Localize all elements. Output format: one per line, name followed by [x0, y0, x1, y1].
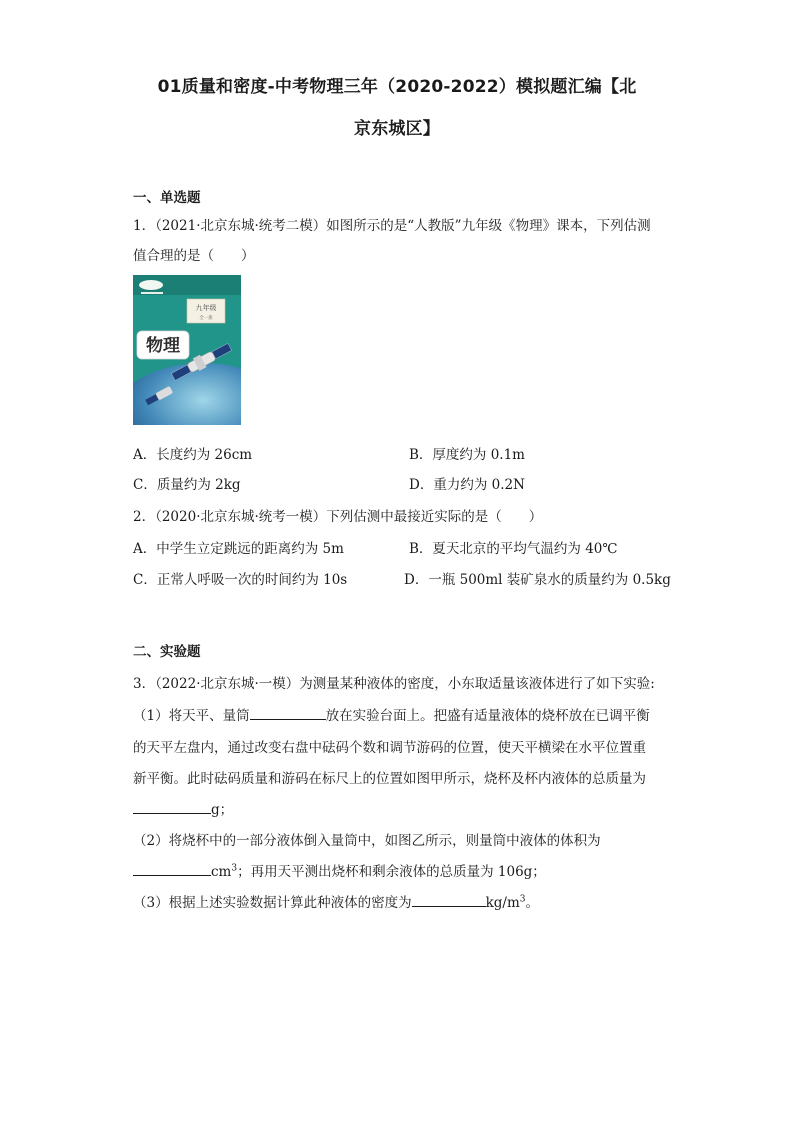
q3-part2-line-1: （2）将烧杯中的一部分液体倒入量筒中，如图乙所示，则量筒中液体的体积为	[133, 833, 601, 849]
section-heading-experiment: 二、实验题	[133, 644, 201, 660]
q1-option-d: D．重力约为 0.2N	[409, 477, 525, 493]
q1-option-c: C．质量约为 2kg	[133, 477, 241, 493]
q3-part1-line-1	[133, 704, 650, 724]
book-subject-text: 物理	[146, 336, 180, 356]
document-title	[60, 66, 734, 150]
q1-option-a: A．长度约为 26cm	[133, 447, 253, 463]
q3-part3-text: （3）根据上述实验数据计算此种液体的密度为	[133, 895, 412, 911]
q1-stem-line-1: 1．（2021·北京东城·统考二模）如图所示的是“人教版”九年级《物理》课本，下列估测	[133, 218, 651, 234]
q3-part3-unit-sup: 3	[519, 894, 526, 905]
q3-part1-line-2: 的天平左盘内，通过改变右盘中砝码个数和调节游码的位置，使天平横梁在水平位置重	[133, 740, 646, 756]
q3-part3-end: 。	[525, 895, 539, 911]
q3-part2-unit: cm	[211, 864, 232, 880]
physics-textbook-image	[133, 275, 241, 425]
section-heading-single-choice: 一、单选题	[133, 190, 201, 206]
q3-part2-rest: ；再用天平测出烧杯和剩余液体的总质量为 106g；	[237, 864, 546, 880]
q3-part1-text-a: （1）将天平、量筒	[133, 708, 250, 724]
q1-stem-line-2: 值合理的是（ ）	[133, 248, 255, 264]
answer-blank-4[interactable]	[412, 892, 486, 907]
q3-part3-line	[133, 891, 539, 911]
q3-part1-unit: g；	[211, 802, 234, 818]
book-volume-text: 全一册	[199, 316, 213, 321]
q3-part1-line-3: 新平衡。此时砝码质量和游码在标尺上的位置如图甲所示，烧杯及杯内液体的总质量为	[133, 771, 646, 787]
q3-part2-unit-sup: 3	[231, 863, 238, 874]
q3-part1-text-b: 放在实验台面上。把盛有适量液体的烧杯放在已调平衡	[325, 708, 650, 724]
q2-option-a: A．中学生立定跳远的距离约为 5m	[133, 541, 344, 557]
answer-blank-3[interactable]	[133, 861, 211, 876]
q3-part1-line-4	[133, 798, 233, 818]
q3-part2-line-2	[133, 860, 546, 880]
textbook-cover-illustration	[133, 275, 241, 425]
q2-stem: 2．（2020·北京东城·统考一模）下列估测中最接近实际的是（ ）	[133, 509, 543, 525]
q2-option-d: D．一瓶 500ml 装矿泉水的质量约为 0.5kg	[404, 572, 671, 588]
answer-blank-1[interactable]	[250, 705, 326, 720]
q2-option-b: B．夏天北京的平均气温约为 40℃	[409, 541, 618, 557]
q1-option-b: B．厚度约为 0.1m	[409, 447, 525, 463]
q3-stem: 3．（2022·北京东城·一模）为测量某种液体的密度，小东取适量该液体进行了如下实验:	[133, 676, 655, 692]
book-grade-text: 九年级	[195, 304, 217, 312]
title-line-2: 京东城区】	[354, 119, 440, 139]
answer-blank-2[interactable]	[133, 799, 211, 814]
q3-part3-unit: kg/m	[485, 895, 520, 911]
title-line-1: 01质量和密度-中考物理三年（2020-2022）模拟题汇编【北	[157, 77, 637, 97]
q2-option-c: C．正常人呼吸一次的时间约为 10s	[133, 572, 348, 588]
